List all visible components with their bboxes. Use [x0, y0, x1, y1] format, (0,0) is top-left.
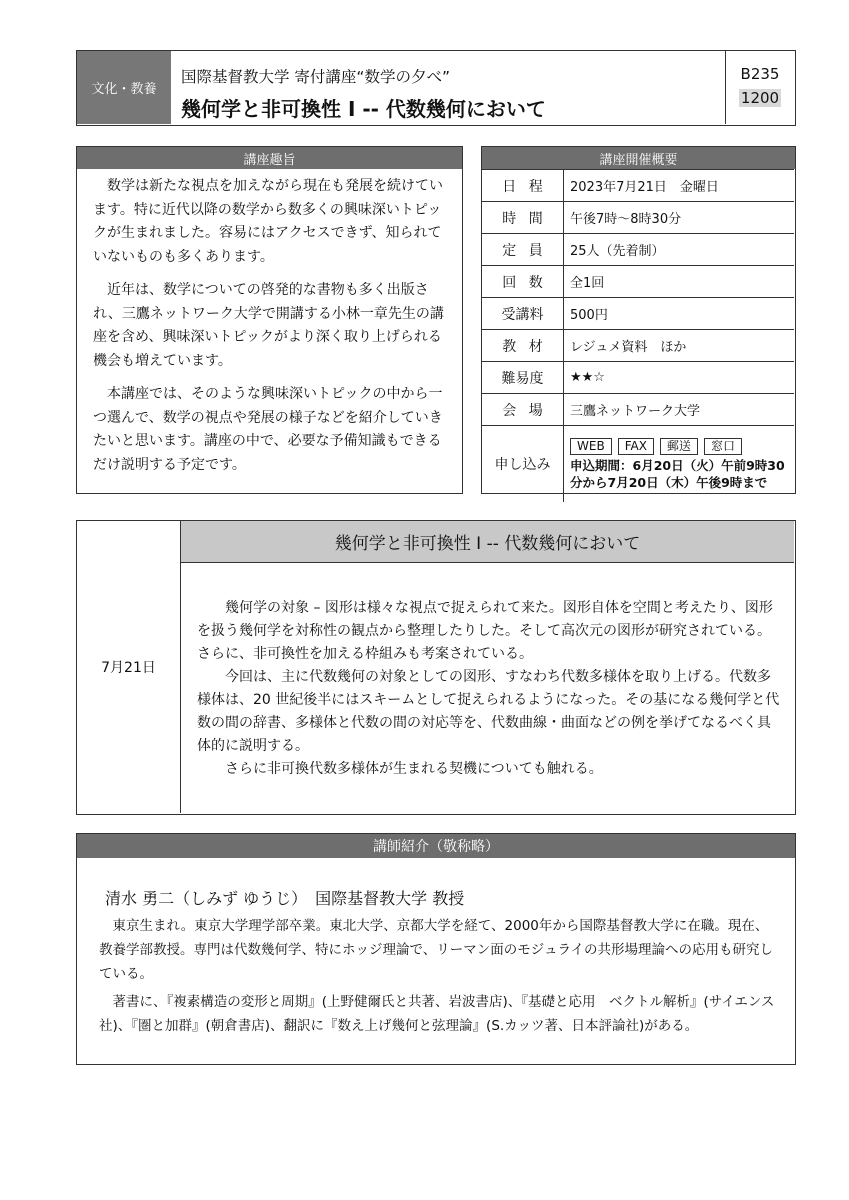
overview-row-fee	[482, 298, 794, 330]
aims-body	[93, 175, 449, 487]
overview-section	[481, 146, 796, 494]
course-code: B235	[740, 65, 780, 83]
overview-row-sessions	[482, 266, 794, 298]
session-section	[76, 520, 796, 815]
course-title: 幾何学と非可換性 I -- 代数幾何において	[181, 97, 546, 121]
course-header	[76, 50, 796, 126]
apply-counter-tag: 窓口	[704, 438, 742, 455]
row-label: 受講料	[482, 298, 564, 330]
lecturer-section	[76, 833, 796, 1065]
course-number-wrap	[726, 89, 794, 107]
lecturer-paragraph: 著書に、『複素構造の変形と周期』(上野健爾氏と共著、岩波書店)、『基礎と応用 ベクトル解析』(サイエンス社)、『圏と加群』(朝倉書店)、翻訳に『数え上げ幾何と弦理論』(S.カッツ著、日本評論社)がある。	[99, 994, 775, 1034]
lecturer-heading: 講師紹介（敬称略）	[77, 834, 795, 858]
aims-paragraph: 本講座では、そのような興味深いトピックの中から一つ選んで、数学の視点や発展の様子などを紹介していきたいと思います。講座の中で、必要な予備知識もできるだけ説明する予定です。	[93, 386, 443, 473]
row-label: 時間	[482, 202, 564, 234]
course-code-box	[725, 51, 795, 124]
course-number: 1200	[740, 89, 780, 107]
apply-label: 申し込み	[482, 426, 564, 503]
apply-mail-tag: 郵送	[660, 438, 698, 455]
row-label: 教材	[482, 330, 564, 362]
series-title: 国際基督教大学 寄付講座“数学の夕べ”	[181, 68, 450, 86]
lecturer-bio	[99, 914, 779, 1042]
row-label: 回数	[482, 266, 564, 298]
row-value: レジュメ資料 ほか	[564, 330, 795, 362]
aims-paragraph: 近年は、数学についての啓発的な書物も多く出版され、三鷹ネットワーク大学で開講する小林一章先生の講座を含め、興味深いトピックがより深く取り上げられる機会も増えています。	[93, 282, 444, 369]
session-date: 7月21日	[77, 521, 181, 813]
session-body	[197, 597, 783, 781]
row-value: 三鷹ネットワーク大学	[564, 394, 795, 426]
session-paragraph: 幾何学の対象 – 図形は様々な視点で捉えられて来た。図形自体を空間と考えたり、図形を扱う幾何学を対称性の観点から整理したりした。そして高次元の図形が研究されている。さらに、非可換性を加える枠組みも考案されている。	[197, 600, 773, 662]
aims-heading: 講座趣旨	[77, 147, 462, 169]
row-label: 定員	[482, 234, 564, 266]
overview-row-apply	[482, 426, 794, 503]
aims-section	[76, 146, 463, 494]
overview-row-capacity	[482, 234, 794, 266]
row-value: 25人（先着制）	[564, 234, 795, 266]
difficulty-stars: ★★☆	[564, 362, 795, 394]
apply-fax-tag: FAX	[618, 438, 654, 455]
row-label: 難易度	[482, 362, 564, 394]
apply-methods	[570, 438, 794, 455]
row-value: 2023年7月21日 金曜日	[564, 170, 795, 202]
overview-row-time	[482, 202, 794, 234]
overview-row-schedule	[482, 170, 794, 202]
aims-paragraph: 数学は新たな視点を加えながら現在も発展を続けています。特に近代以降の数学から数多くの興味深いトピックが生まれました。容易にはアクセスできず、知られていないものも多くあります。	[93, 178, 443, 265]
overview-heading: 講座開催概要	[482, 147, 795, 169]
row-value: 午後7時～8時30分	[564, 202, 795, 234]
session-title: 幾何学と非可換性 I -- 代数幾何において	[181, 521, 794, 563]
row-value: 全1回	[564, 266, 795, 298]
session-paragraph: さらに非可換代数多様体が生まれる契機についても触れる。	[225, 761, 603, 777]
overview-row-difficulty	[482, 362, 794, 394]
lecturer-paragraph: 東京生まれ。東京大学理学部卒業。東北大学、京都大学を経て、2000年から国際基督教大学に在職。現在、教養学部教授。専門は代数幾何学、特にホッジ理論で、リーマン面のモジュライの共形場理論への応用も研究している。	[99, 918, 774, 982]
row-label: 日程	[482, 170, 564, 202]
overview-row-venue	[482, 394, 794, 426]
apply-web-tag: WEB	[570, 438, 612, 455]
apply-cell	[564, 426, 795, 503]
category-label: 文化・教養	[77, 51, 171, 124]
row-label: 会場	[482, 394, 564, 426]
overview-table	[482, 169, 794, 502]
overview-row-materials	[482, 330, 794, 362]
lecturer-name: 清水 勇二（しみず ゆうじ） 国際基督教大学 教授	[105, 889, 465, 908]
apply-period: 申込期間：6月20日（火）午前9時30分から7月20日（木）午後9時まで	[570, 457, 785, 490]
row-value: 500円	[564, 298, 795, 330]
session-paragraph: 今回は、主に代数幾何の対象としての図形、すなわち代数多様体を取り上げる。代数多様体は、20 世紀後半にはスキームとして捉えられるようになった。その基になる幾何学と代数の間の辞書、多様体と代数の間の対応等を、代数曲線・曲面などの例を挙げてなるべく具体的に説明する。	[197, 669, 780, 754]
